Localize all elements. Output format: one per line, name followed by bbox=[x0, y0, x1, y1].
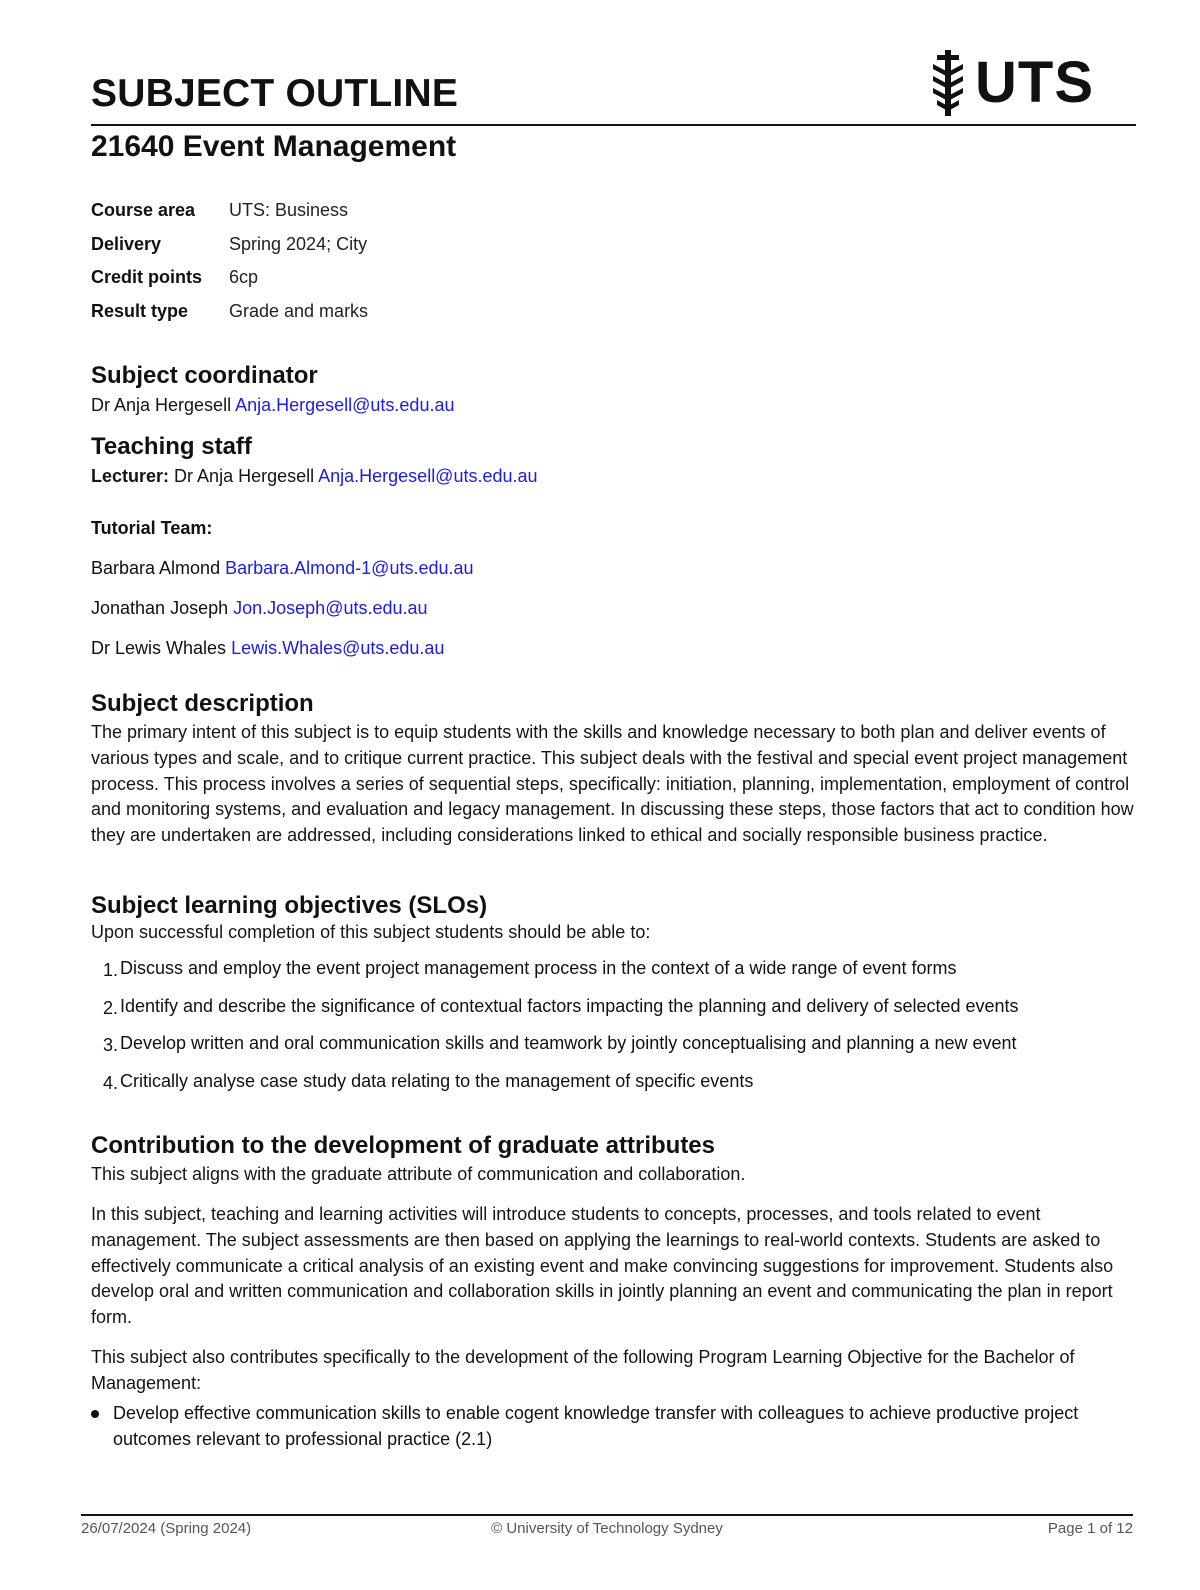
document-page bbox=[81, 0, 1136, 1590]
uts-crest-icon bbox=[929, 50, 967, 116]
coordinator-heading: Subject coordinator bbox=[91, 362, 318, 389]
header-divider bbox=[91, 124, 1136, 126]
tutor-email-link[interactable]: Jon.Joseph@uts.edu.au bbox=[233, 598, 428, 618]
teaching-staff-heading: Teaching staff bbox=[91, 433, 252, 460]
list-text: Develop written and oral communication skills and teamwork by jointly conceptualising and planning a new event bbox=[120, 1033, 1017, 1054]
meta-row-delivery bbox=[91, 228, 368, 262]
meta-row-course-area bbox=[91, 194, 368, 228]
coordinator-email-link[interactable]: Anja.Hergesell@uts.edu.au bbox=[235, 395, 455, 415]
uts-logo bbox=[929, 50, 1094, 116]
list-item bbox=[91, 1025, 1136, 1063]
list-text: Identify and describe the significance of contextual factors impacting the planning and delivery of selected events bbox=[120, 995, 1019, 1016]
list-number: 1. bbox=[102, 960, 118, 981]
tutor-line bbox=[91, 558, 474, 579]
lecturer-line bbox=[91, 464, 1136, 490]
subject-description-text: The primary intent of this subject is to equip students with the skills and knowledge necessary to both plan and deliver events of various types and scale, and to critique current practice. This subject deals with the festival and special event project management process. This process involves a series of sequential steps, specifically: initiation, planning, implementation, employment of control and monitoring systems, and evaluation and legacy management. In discussing these steps, those factors that act to condition how they are undertaken are addressed, including considerations linked to ethical and socially responsible business practice. bbox=[91, 722, 1134, 846]
subject-meta-table bbox=[91, 194, 368, 328]
meta-label: Delivery bbox=[91, 233, 162, 254]
list-number: 3. bbox=[102, 1035, 118, 1056]
page-footer bbox=[81, 1520, 1133, 1540]
subject-description-heading: Subject description bbox=[91, 690, 314, 717]
footer-page-number: Page 1 of 12 bbox=[1047, 1520, 1133, 1537]
plo-bullet-list bbox=[91, 1401, 1136, 1453]
graduate-attributes-paragraph: This subject aligns with the graduate attribute of communication and collaboration. bbox=[91, 1164, 746, 1184]
meta-label: Course area bbox=[91, 200, 196, 221]
coordinator-name: Dr Anja Hergesell bbox=[91, 395, 232, 415]
list-number: 2. bbox=[102, 997, 118, 1018]
list-item bbox=[91, 1063, 1136, 1101]
lecturer-label: Lecturer: bbox=[91, 466, 170, 486]
meta-value: UTS: Business bbox=[229, 200, 349, 221]
logo-wordmark: UTS bbox=[975, 50, 1094, 115]
document-title: SUBJECT OUTLINE bbox=[91, 72, 459, 115]
graduate-attributes-heading: Contribution to the development of graduate attributes bbox=[91, 1132, 715, 1159]
list-number: 4. bbox=[102, 1072, 118, 1093]
meta-value: Grade and marks bbox=[229, 300, 369, 321]
coordinator-line bbox=[91, 393, 1136, 419]
tutor-name: Jonathan Joseph bbox=[91, 598, 229, 618]
subject-title: 21640 Event Management bbox=[91, 130, 457, 163]
footer-divider bbox=[81, 1514, 1133, 1516]
graduate-attributes-paragraph: In this subject, teaching and learning activities will introduce students to concepts, processes, and tools related to event management. The subject assessments are then based on applying the learnings to real-world contexts. Students are asked to effectively communicate a critical analysis of an existing event and make convincing suggestions for improvement. Students also develop oral and written communication and collaboration skills in jointly planning an event and communicating the plan in report form. bbox=[91, 1204, 1114, 1328]
tutor-email-link[interactable]: Lewis.Whales@uts.edu.au bbox=[231, 638, 445, 658]
slo-list bbox=[91, 950, 1136, 1100]
list-item bbox=[91, 950, 1136, 988]
list-item bbox=[91, 1401, 1136, 1453]
lecturer-email-link[interactable]: Anja.Hergesell@uts.edu.au bbox=[318, 466, 538, 486]
page-header bbox=[91, 50, 1136, 128]
lecturer-name: Dr Anja Hergesell bbox=[174, 466, 315, 486]
footer-copyright: © University of Technology Sydney bbox=[491, 1520, 723, 1537]
meta-value: 6cp bbox=[229, 267, 259, 288]
slo-intro: Upon successful completion of this subject students should be able to: bbox=[91, 922, 651, 942]
tutor-email-link[interactable]: Barbara.Almond-1@uts.edu.au bbox=[225, 558, 474, 578]
tutor-line bbox=[91, 598, 428, 619]
tutor-line bbox=[91, 638, 444, 659]
meta-label: Result type bbox=[91, 300, 189, 321]
meta-row-result-type bbox=[91, 295, 368, 329]
list-text: Develop effective communication skills to enable cogent knowledge transfer with colleagues to achieve productive project outcomes relevant to professional practice (2.1) bbox=[113, 1403, 1079, 1449]
tutor-name: Dr Lewis Whales bbox=[91, 638, 227, 658]
list-text: Discuss and employ the event project management process in the context of a wide range of event forms bbox=[120, 958, 957, 979]
bullet-icon bbox=[91, 1410, 99, 1418]
meta-label: Credit points bbox=[91, 267, 202, 288]
meta-row-credit-points bbox=[91, 261, 368, 295]
graduate-attributes-paragraph: This subject also contributes specifically to the development of the following Program Learning Objective for the Bachelor of Management: bbox=[91, 1347, 1075, 1393]
tutorial-team-heading: Tutorial Team: bbox=[91, 518, 213, 538]
list-text: Critically analyse case study data relating to the management of specific events bbox=[120, 1070, 754, 1091]
tutor-name: Barbara Almond bbox=[91, 558, 221, 578]
list-item bbox=[91, 988, 1136, 1026]
footer-date: 26/07/2024 (Spring 2024) bbox=[81, 1520, 252, 1537]
meta-value: Spring 2024; City bbox=[229, 233, 368, 254]
slo-heading: Subject learning objectives (SLOs) bbox=[91, 892, 488, 919]
